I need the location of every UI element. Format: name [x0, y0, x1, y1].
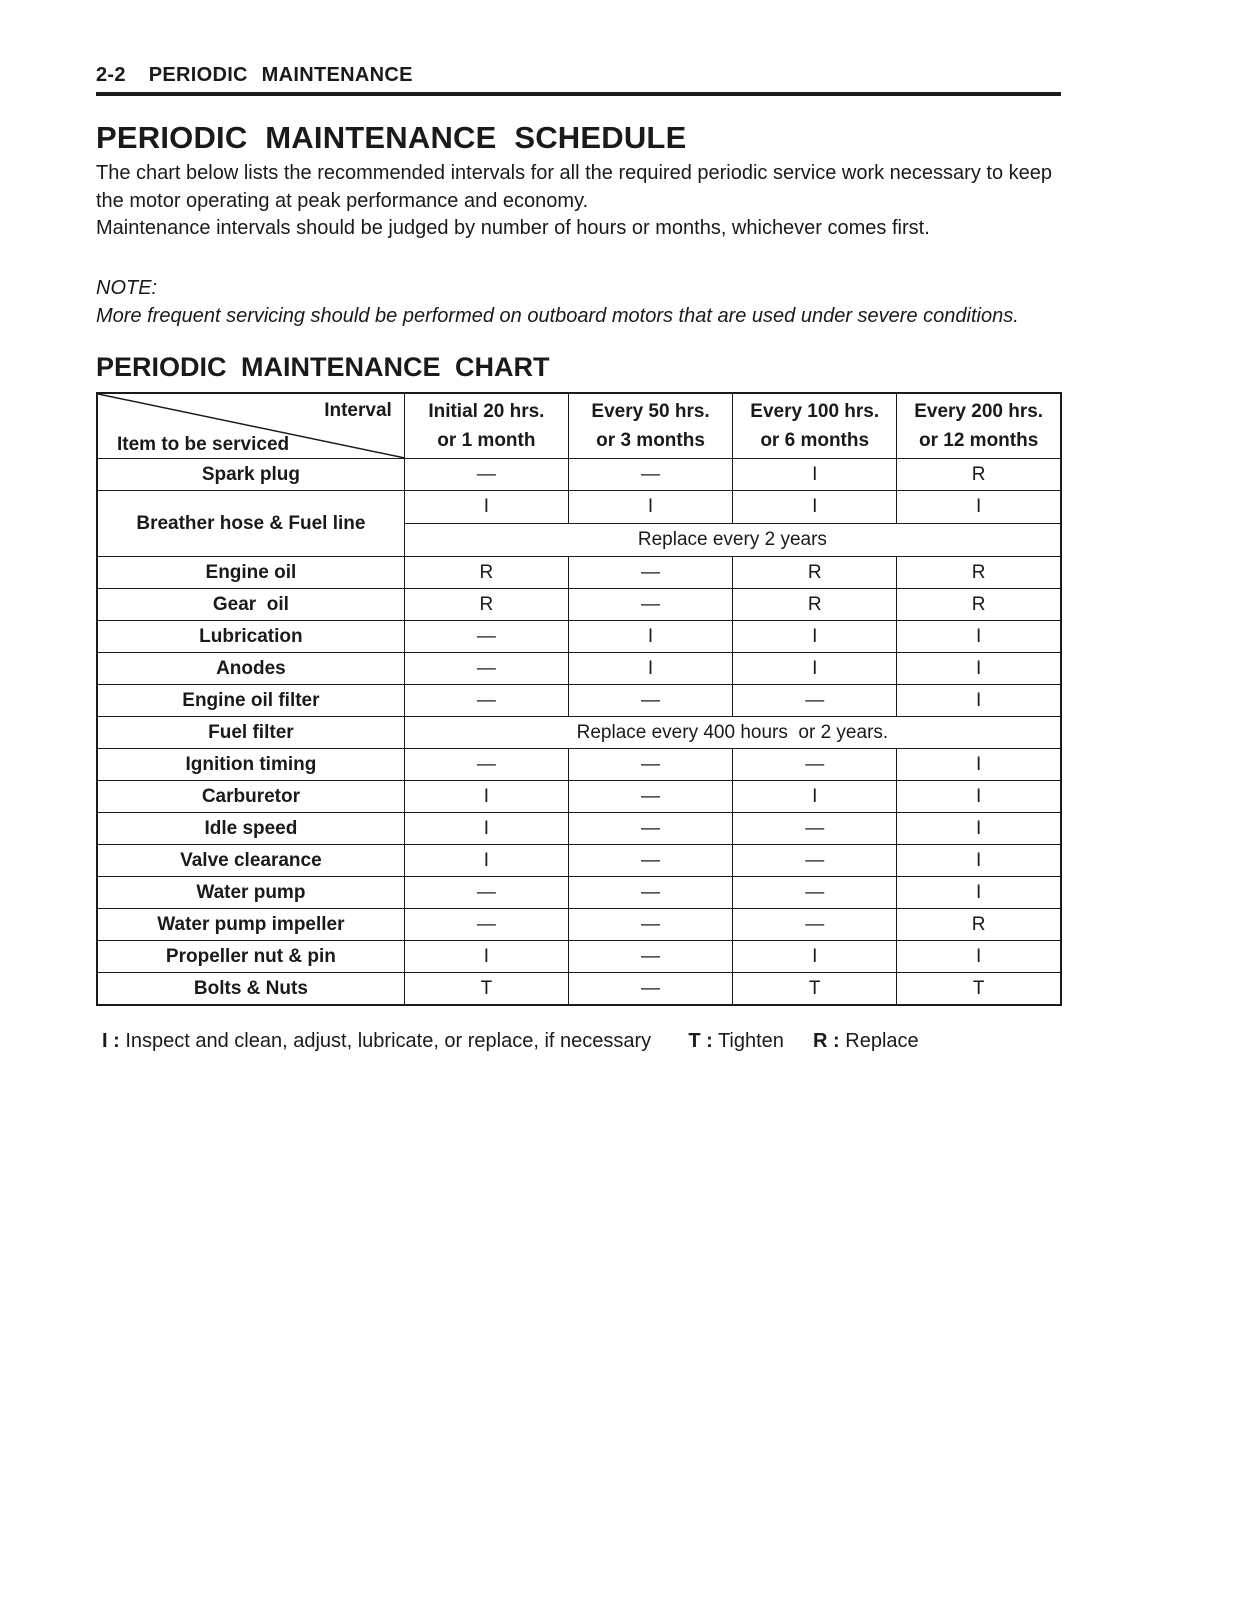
table-row — [97, 717, 1061, 749]
table-row — [97, 813, 1061, 845]
value-cell: R — [897, 557, 1061, 589]
column-header-200hrs: Every 200 hrs. or 12 months — [897, 393, 1061, 459]
value-cell: I — [733, 941, 897, 973]
value-cell: I — [733, 653, 897, 685]
page-number: 2-2 — [96, 64, 126, 86]
value-cell: — — [733, 685, 897, 717]
value-cell: — — [733, 909, 897, 941]
value-cell: I — [733, 781, 897, 813]
table-row — [97, 781, 1061, 813]
value-cell: I — [404, 845, 568, 877]
item-cell: Bolts & Nuts — [97, 973, 404, 1006]
value-cell: — — [568, 941, 732, 973]
table-row — [97, 941, 1061, 973]
legend-text-t: Tighten — [717, 1030, 784, 1052]
value-cell: — — [733, 845, 897, 877]
value-cell: — — [568, 589, 732, 621]
page-title: PERIODIC MAINTENANCE SCHEDULE — [96, 120, 687, 155]
value-cell: I — [733, 621, 897, 653]
value-cell: I — [897, 685, 1061, 717]
value-cell: — — [568, 749, 732, 781]
table-row — [97, 845, 1061, 877]
section-title: PERIODIC MAINTENANCE — [148, 64, 413, 86]
item-cell: Breather hose & Fuel line — [97, 491, 404, 557]
table-row — [97, 459, 1061, 491]
value-cell: I — [897, 941, 1061, 973]
value-cell: T — [733, 973, 897, 1006]
value-cell: R — [897, 459, 1061, 491]
note-label: NOTE: — [96, 277, 158, 299]
intro-paragraph-1: The chart below lists the recommended intervals for all the required periodic service work necessary to keep the motor operating at peak performance and economy. — [96, 162, 1052, 212]
intro-paragraph-2: Maintenance intervals should be judged by number of hours or months, whichever comes first. — [96, 217, 930, 239]
value-cell: — — [733, 749, 897, 781]
value-cell: — — [568, 459, 732, 491]
value-cell: I — [568, 653, 732, 685]
span-note-cell: Replace every 400 hours or 2 years. — [404, 717, 1061, 749]
item-cell: Spark plug — [97, 459, 404, 491]
note-text: More frequent servicing should be performed on outboard motors that are used under severe conditions. — [96, 305, 1019, 327]
value-cell: I — [404, 813, 568, 845]
intro-text — [96, 160, 1081, 243]
value-cell: I — [897, 621, 1061, 653]
item-cell: Fuel filter — [97, 717, 404, 749]
value-cell: I — [733, 491, 897, 524]
value-cell: — — [568, 877, 732, 909]
legend-text-i: Inspect and clean, adjust, lubricate, or replace, if necessary — [125, 1030, 652, 1052]
item-cell: Lubrication — [97, 621, 404, 653]
value-cell: — — [568, 813, 732, 845]
table-row — [97, 749, 1061, 781]
column-header-50hrs: Every 50 hrs. or 3 months — [568, 393, 732, 459]
value-cell: — — [404, 749, 568, 781]
value-cell: I — [897, 813, 1061, 845]
interval-label: Interval — [324, 400, 392, 421]
value-cell: — — [404, 877, 568, 909]
maintenance-table — [96, 392, 1062, 1006]
value-cell: — — [568, 909, 732, 941]
value-cell: — — [733, 813, 897, 845]
value-cell: I — [897, 877, 1061, 909]
value-cell: R — [404, 589, 568, 621]
item-cell: Engine oil filter — [97, 685, 404, 717]
item-cell: Ignition timing — [97, 749, 404, 781]
item-cell: Water pump — [97, 877, 404, 909]
value-cell: — — [404, 459, 568, 491]
value-cell: — — [404, 909, 568, 941]
value-cell: — — [404, 621, 568, 653]
column-header-initial: Initial 20 hrs. or 1 month — [404, 393, 568, 459]
column-header-100hrs: Every 100 hrs. or 6 months — [733, 393, 897, 459]
item-cell: Anodes — [97, 653, 404, 685]
value-cell: T — [897, 973, 1061, 1006]
item-cell: Propeller nut & pin — [97, 941, 404, 973]
value-cell: — — [733, 877, 897, 909]
value-cell: R — [733, 589, 897, 621]
legend-key-t: T : — [688, 1030, 713, 1052]
table-row — [97, 621, 1061, 653]
legend-text-r: Replace — [845, 1030, 919, 1052]
table-row — [97, 557, 1061, 589]
table-row — [97, 973, 1061, 1006]
value-cell: I — [404, 941, 568, 973]
value-cell: R — [733, 557, 897, 589]
table-header-row — [97, 393, 1061, 459]
value-cell: I — [568, 621, 732, 653]
table-row — [97, 685, 1061, 717]
table-row — [97, 589, 1061, 621]
legend-key-i: I : — [102, 1030, 120, 1052]
item-cell: Carburetor — [97, 781, 404, 813]
value-cell: — — [404, 653, 568, 685]
table-row — [97, 877, 1061, 909]
table-row — [97, 653, 1061, 685]
value-cell: — — [568, 685, 732, 717]
value-cell: — — [568, 781, 732, 813]
table-row — [97, 909, 1061, 941]
value-cell: I — [404, 491, 568, 524]
value-cell: I — [897, 749, 1061, 781]
value-cell: T — [404, 973, 568, 1006]
page-header — [96, 64, 1061, 96]
span-note-cell: Replace every 2 years — [404, 524, 1061, 557]
value-cell: I — [404, 781, 568, 813]
value-cell: R — [897, 589, 1061, 621]
corner-header-cell — [97, 393, 404, 459]
item-cell: Idle speed — [97, 813, 404, 845]
value-cell: I — [897, 653, 1061, 685]
item-label: Item to be serviced — [117, 434, 290, 455]
item-cell: Gear oil — [97, 589, 404, 621]
value-cell: I — [568, 491, 732, 524]
item-cell: Water pump impeller — [97, 909, 404, 941]
legend-key-r: R : — [813, 1030, 840, 1052]
value-cell: I — [733, 459, 897, 491]
value-cell: R — [404, 557, 568, 589]
value-cell: — — [568, 557, 732, 589]
value-cell: — — [404, 685, 568, 717]
value-cell: — — [568, 973, 732, 1006]
legend — [102, 1030, 919, 1053]
table-row — [97, 491, 1061, 524]
value-cell: — — [568, 845, 732, 877]
value-cell: I — [897, 491, 1061, 524]
value-cell: I — [897, 845, 1061, 877]
item-cell: Engine oil — [97, 557, 404, 589]
value-cell: I — [897, 781, 1061, 813]
item-cell: Valve clearance — [97, 845, 404, 877]
note-block — [96, 274, 1081, 330]
value-cell: R — [897, 909, 1061, 941]
chart-title: PERIODIC MAINTENANCE CHART — [96, 352, 550, 382]
